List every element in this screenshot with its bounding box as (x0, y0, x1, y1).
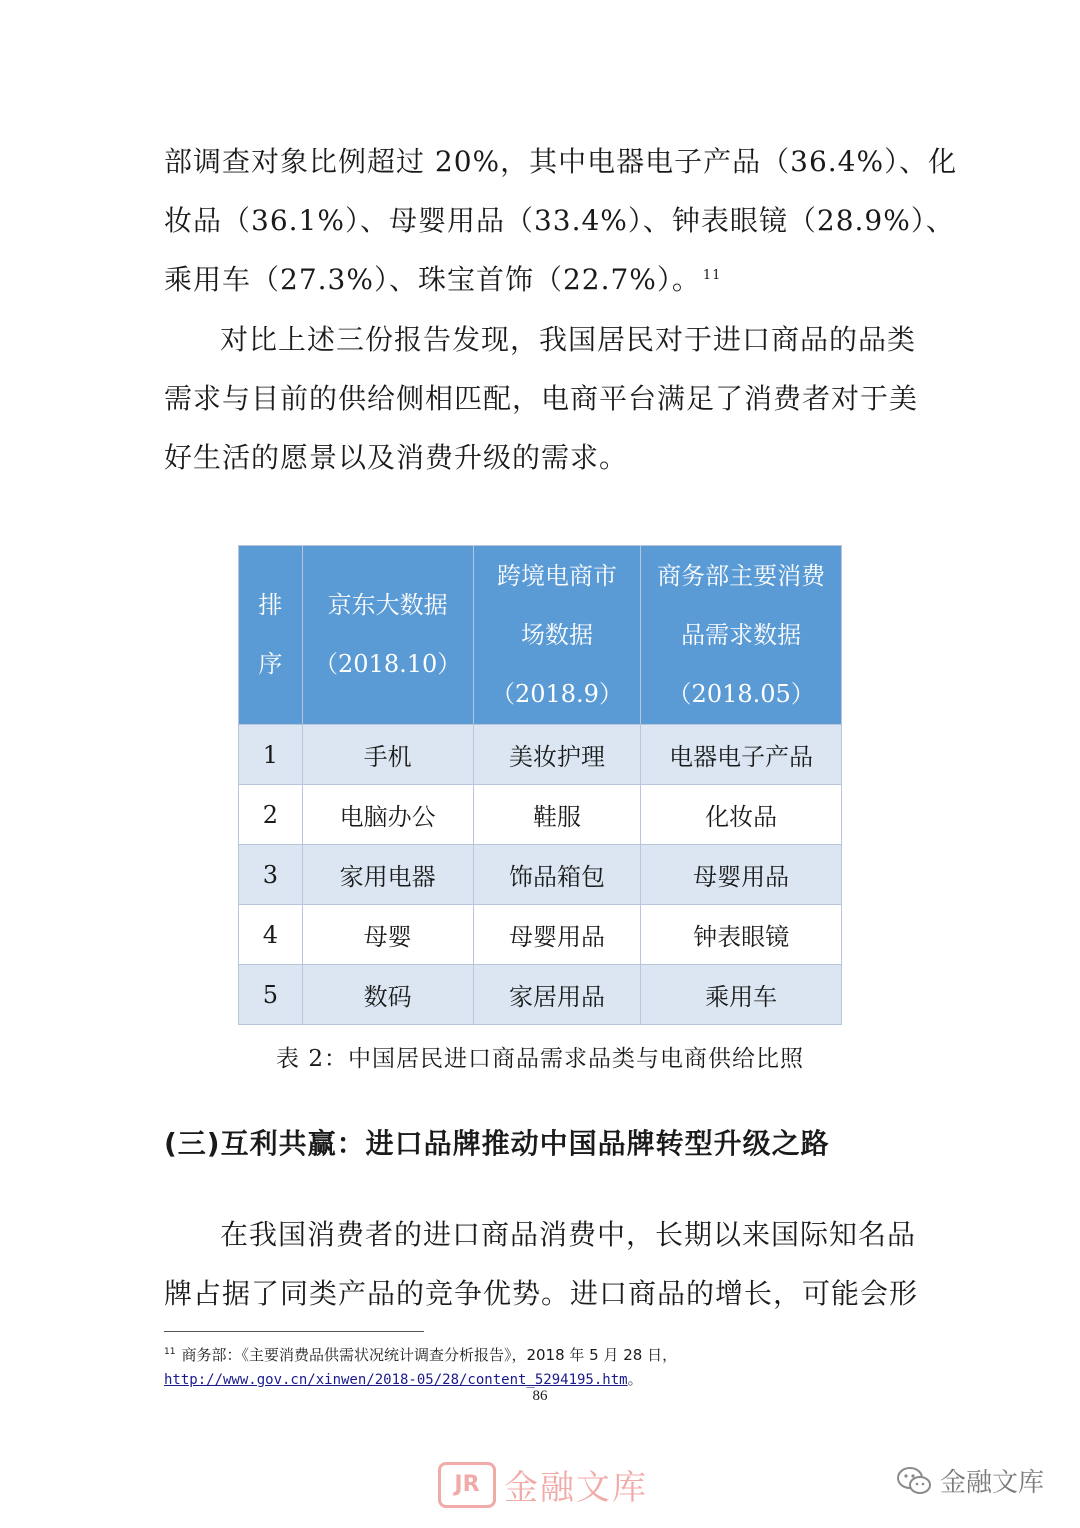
header-line: 跨境电商市 (496, 561, 617, 590)
header-line: 排 (258, 591, 283, 619)
text-line: 在我国消费者的进口商品消费中，长期以来国际知名品 (220, 1218, 917, 1251)
paragraph-3 (164, 1205, 919, 1323)
caption-text: 表 2：中国居民进口商品需求品类与电商供给比照 (276, 1046, 804, 1072)
footnote-line (164, 1340, 677, 1367)
cell-crossborder: 家居用品 (473, 965, 641, 1025)
footnote-end: 。 (627, 1370, 643, 1388)
text-line: 对比上述三份报告发现，我国居民对于进口商品的品类 (220, 323, 917, 356)
cell-rank: 2 (239, 785, 303, 845)
text-line: 牌占据了同类产品的竞争优势。进口商品的增长，可能会形 (164, 1277, 919, 1310)
cell-mofcom: 电器电子产品 (641, 725, 842, 785)
paragraph-1 (164, 132, 958, 309)
wechat-icon (896, 1466, 932, 1496)
table-caption (0, 1040, 1080, 1073)
table-row (239, 785, 842, 845)
watermark-brand: 金融文库 (504, 1468, 648, 1508)
footnote-text: 商务部：《主要消费品供需状况统计调查分析报告》，2018 年 5 月 28 日， (181, 1346, 678, 1364)
table-row (239, 905, 842, 965)
footnote-marker: 11 (164, 1347, 176, 1357)
cell-mofcom: 母婴用品 (641, 845, 842, 905)
header-line: （2018.10） (314, 650, 462, 678)
text-line-content: 乘用车（27.3%）、珠宝首饰（22.7%）。 (164, 263, 701, 296)
section-heading: (三)互利共赢：进口品牌推动中国品牌转型升级之路 (164, 1127, 830, 1160)
text-line: 部调查对象比例超过 20%，其中电器电子产品（36.4%）、化 (164, 145, 958, 178)
watermark-wechat (896, 1462, 1044, 1499)
header-line: 品需求数据 (681, 620, 802, 649)
footnote-divider (164, 1331, 424, 1332)
footnote-link[interactable]: http://www.gov.cn/xinwen/2018-05/28/content_5294195.htm (164, 1372, 628, 1388)
header-line: （2018.05） (667, 679, 815, 708)
cell-crossborder: 鞋服 (473, 785, 641, 845)
cell-mofcom: 钟表眼镜 (641, 905, 842, 965)
header-line: 京东大数据 (327, 591, 448, 619)
text-line: 好生活的愿景以及消费升级的需求。 (164, 441, 629, 474)
cell-crossborder: 饰品箱包 (473, 845, 641, 905)
header-jd (302, 546, 473, 725)
page-number: 86 (532, 1388, 548, 1404)
table-row (239, 845, 842, 905)
cell-mofcom: 化妆品 (641, 785, 842, 845)
header-mofcom (641, 546, 842, 725)
text-line: 需求与目前的供给侧相匹配，电商平台满足了消费者对于美 (164, 382, 919, 415)
cell-jd: 母婴 (302, 905, 473, 965)
footnote-reference[interactable]: 11 (702, 267, 722, 283)
watermark-center (438, 1460, 648, 1509)
table-header-row (239, 546, 842, 725)
footnote (164, 1340, 677, 1392)
cell-crossborder: 母婴用品 (473, 905, 641, 965)
table-row (239, 725, 842, 785)
header-line: （2018.9） (490, 679, 623, 708)
cell-crossborder: 美妆护理 (473, 725, 641, 785)
table-row (239, 965, 842, 1025)
header-rank (239, 546, 303, 725)
text-line (164, 250, 919, 309)
cell-rank: 4 (239, 905, 303, 965)
cell-jd: 数码 (302, 965, 473, 1025)
cell-jd: 电脑办公 (302, 785, 473, 845)
header-line: 序 (258, 650, 283, 678)
jr-logo-icon: JR (438, 1462, 496, 1508)
text-line: 妆品（36.1%）、母婴用品（33.4%）、钟表眼镜（28.9%）、 (164, 204, 955, 237)
wechat-account-name: 金融文库 (940, 1468, 1045, 1498)
comparison-table (238, 545, 842, 1025)
header-crossborder (473, 546, 641, 725)
cell-rank: 1 (239, 725, 303, 785)
cell-jd: 家用电器 (302, 845, 473, 905)
cell-jd: 手机 (302, 725, 473, 785)
header-line: 商务部主要消费 (657, 561, 826, 590)
cell-rank: 3 (239, 845, 303, 905)
cell-rank: 5 (239, 965, 303, 1025)
header-line: 场数据 (520, 620, 593, 649)
cell-mofcom: 乘用车 (641, 965, 842, 1025)
paragraph-2 (164, 310, 919, 487)
